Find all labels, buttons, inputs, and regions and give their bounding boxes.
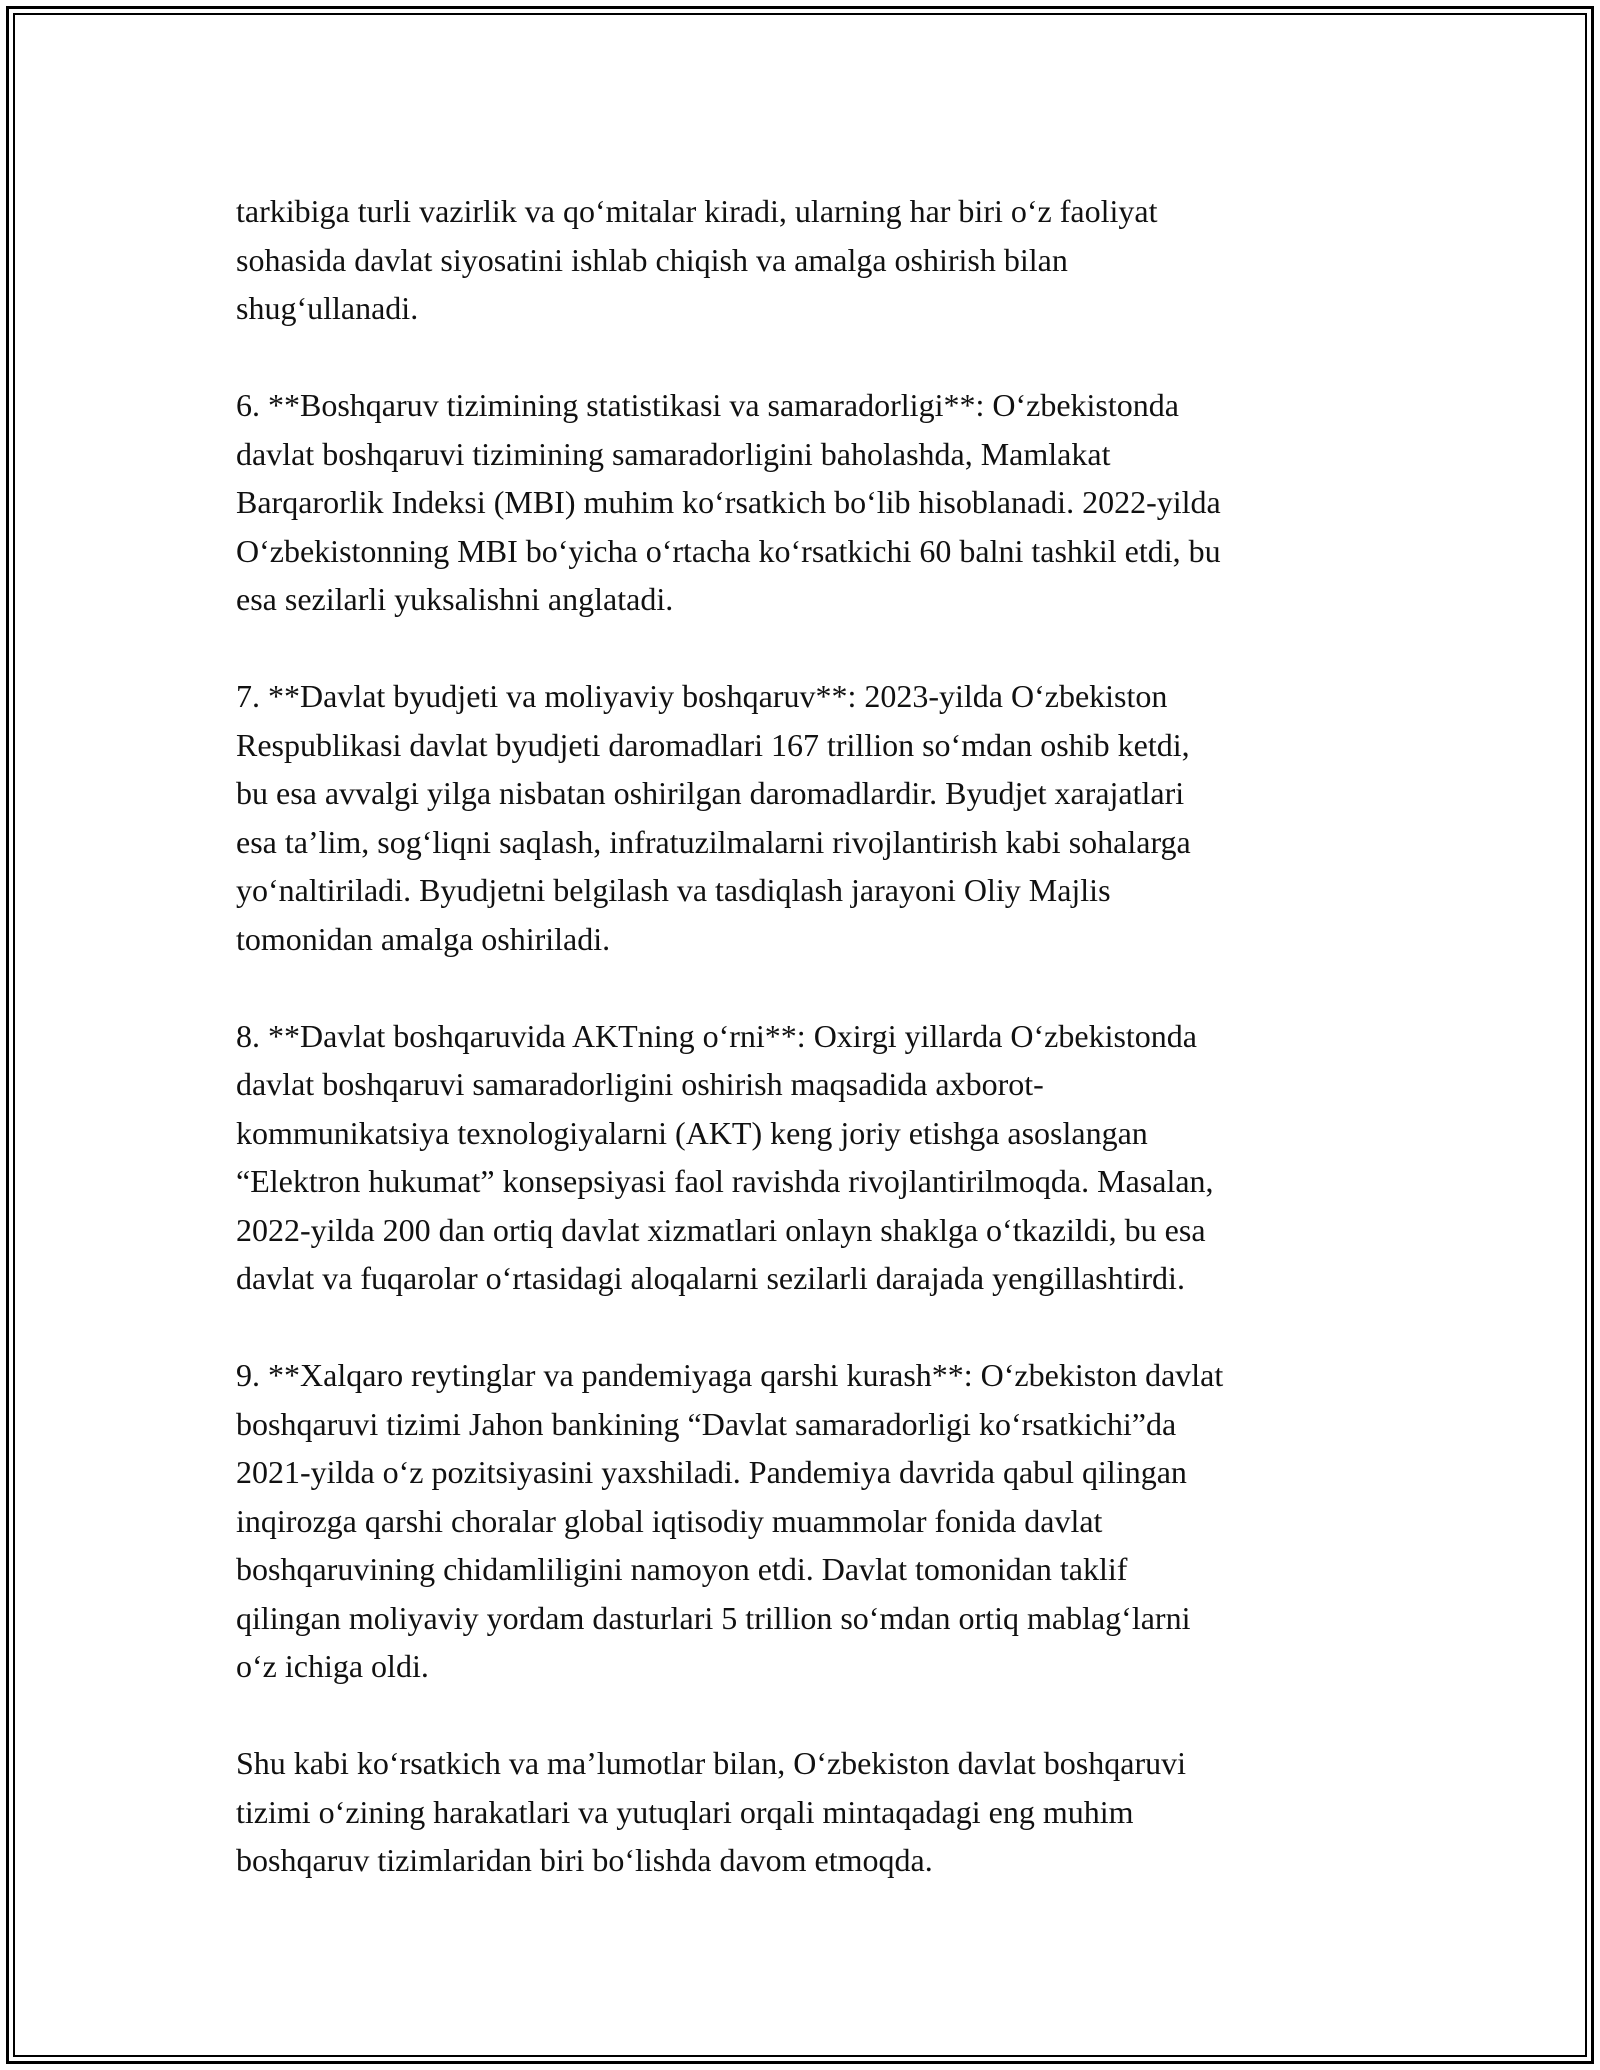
text-line: esa sezilarli yuksalishni anglatadi. (236, 581, 674, 617)
paragraph-conclusion (236, 1739, 1396, 1885)
paragraph-intro-continuation (236, 187, 1396, 333)
text-line: Respublikasi davlat byudjeti daromadlari 167 trillion so‘mdan oshib ketdi, (236, 726, 1190, 763)
paragraph-item-7 (236, 672, 1396, 963)
text-line: 2022-yilda 200 dan ortiq davlat xizmatlari onlayn shaklga o‘tkazildi, bu esa (236, 1211, 1206, 1248)
text-line: qilingan moliyaviy yordam dasturlari 5 trillion so‘mdan ortiq mablag‘larni (236, 1599, 1191, 1636)
text-line: o‘z ichiga oldi. (236, 1648, 429, 1684)
text-line: “Elektron hukumat” konsepsiyasi faol ravishda rivojlantirilmoqda. Masalan, (236, 1163, 1214, 1199)
text-line: 2021-yilda o‘z pozitsiyasini yaxshiladi. Pandemiya davrida qabul qilingan (236, 1454, 1187, 1490)
text-line: Barqarorlik Indeksi (MBI) muhim ko‘rsatkich bo‘lib hisoblanadi. 2022-yilda (236, 484, 1221, 520)
text-line: 7. **Davlat byudjeti va moliyaviy boshqaruv**: 2023-yilda O‘zbekiston (236, 678, 1168, 714)
text-line: tizimi o‘zining harakatlari va yutuqlari orqali mintaqadagi eng muhim (236, 1793, 1134, 1830)
text-line: kommunikatsiya texnologiyalarni (AKT) keng joriy etishga asoslangan (236, 1114, 1148, 1151)
text-line: davlat va fuqarolar o‘rtasidagi aloqalarni sezilarli darajada yengillashtirdi. (236, 1260, 1185, 1296)
text-line: boshqaruv tizimlaridan biri bo‘lishda davom etmoqda. (236, 1842, 933, 1878)
text-line: boshqaruvining chidamliligini namoyon etdi. Davlat tomonidan taklif (236, 1551, 1128, 1587)
text-line: boshqaruvi tizimi Jahon bankining “Davlat samaradorligi ko‘rsatkichi”da (236, 1405, 1177, 1442)
text-line: davlat boshqaruvi samaradorligini oshirish maqsadida axborot- (236, 1066, 1044, 1102)
text-line: Shu kabi ko‘rsatkich va ma’lumotlar bilan, O‘zbekiston davlat boshqaruvi (236, 1745, 1186, 1781)
document-body (236, 187, 1396, 1885)
paragraph-item-6 (236, 381, 1396, 624)
text-line: sohasida davlat siyosatini ishlab chiqish va amalga oshirish bilan (236, 241, 1068, 278)
text-line: 9. **Xalqaro reytinglar va pandemiyaga qarshi kurash**: O‘zbekiston davlat (236, 1357, 1224, 1393)
paragraph-item-9 (236, 1351, 1396, 1691)
text-line: yo‘naltiriladi. Byudjetni belgilash va tasdiqlash jarayoni Oliy Majlis (236, 872, 1111, 908)
text-line: tomonidan amalga oshiriladi. (236, 920, 611, 957)
text-line: bu esa avvalgi yilga nisbatan oshirilgan daromadlardir. Byudjet xarajatlari (236, 775, 1185, 811)
text-line: O‘zbekistonning MBI bo‘yicha o‘rtacha ko‘rsatkichi 60 balni tashkil etdi, bu (236, 532, 1221, 569)
text-line: shug‘ullanadi. (236, 290, 419, 326)
text-line: inqirozga qarshi choralar global iqtisodiy muammolar fonida davlat (236, 1502, 1103, 1539)
text-line: esa ta’lim, sog‘liqni saqlash, infratuzilmalarni rivojlantirish kabi sohalarga (236, 823, 1191, 860)
text-line: 8. **Davlat boshqaruvida AKTning o‘rni**: Oxirgi yillarda O‘zbekistonda (236, 1017, 1197, 1054)
paragraph-item-8 (236, 1012, 1396, 1303)
text-line: tarkibiga turli vazirlik va qo‘mitalar kiradi, ularning har biri o‘z faoliyat (236, 193, 1158, 229)
text-line: 6. **Boshqaruv tizimining statistikasi va samaradorligi**: O‘zbekistonda (236, 387, 1179, 423)
text-line: davlat boshqaruvi tizimining samaradorligini baholashda, Mamlakat (236, 435, 1111, 472)
